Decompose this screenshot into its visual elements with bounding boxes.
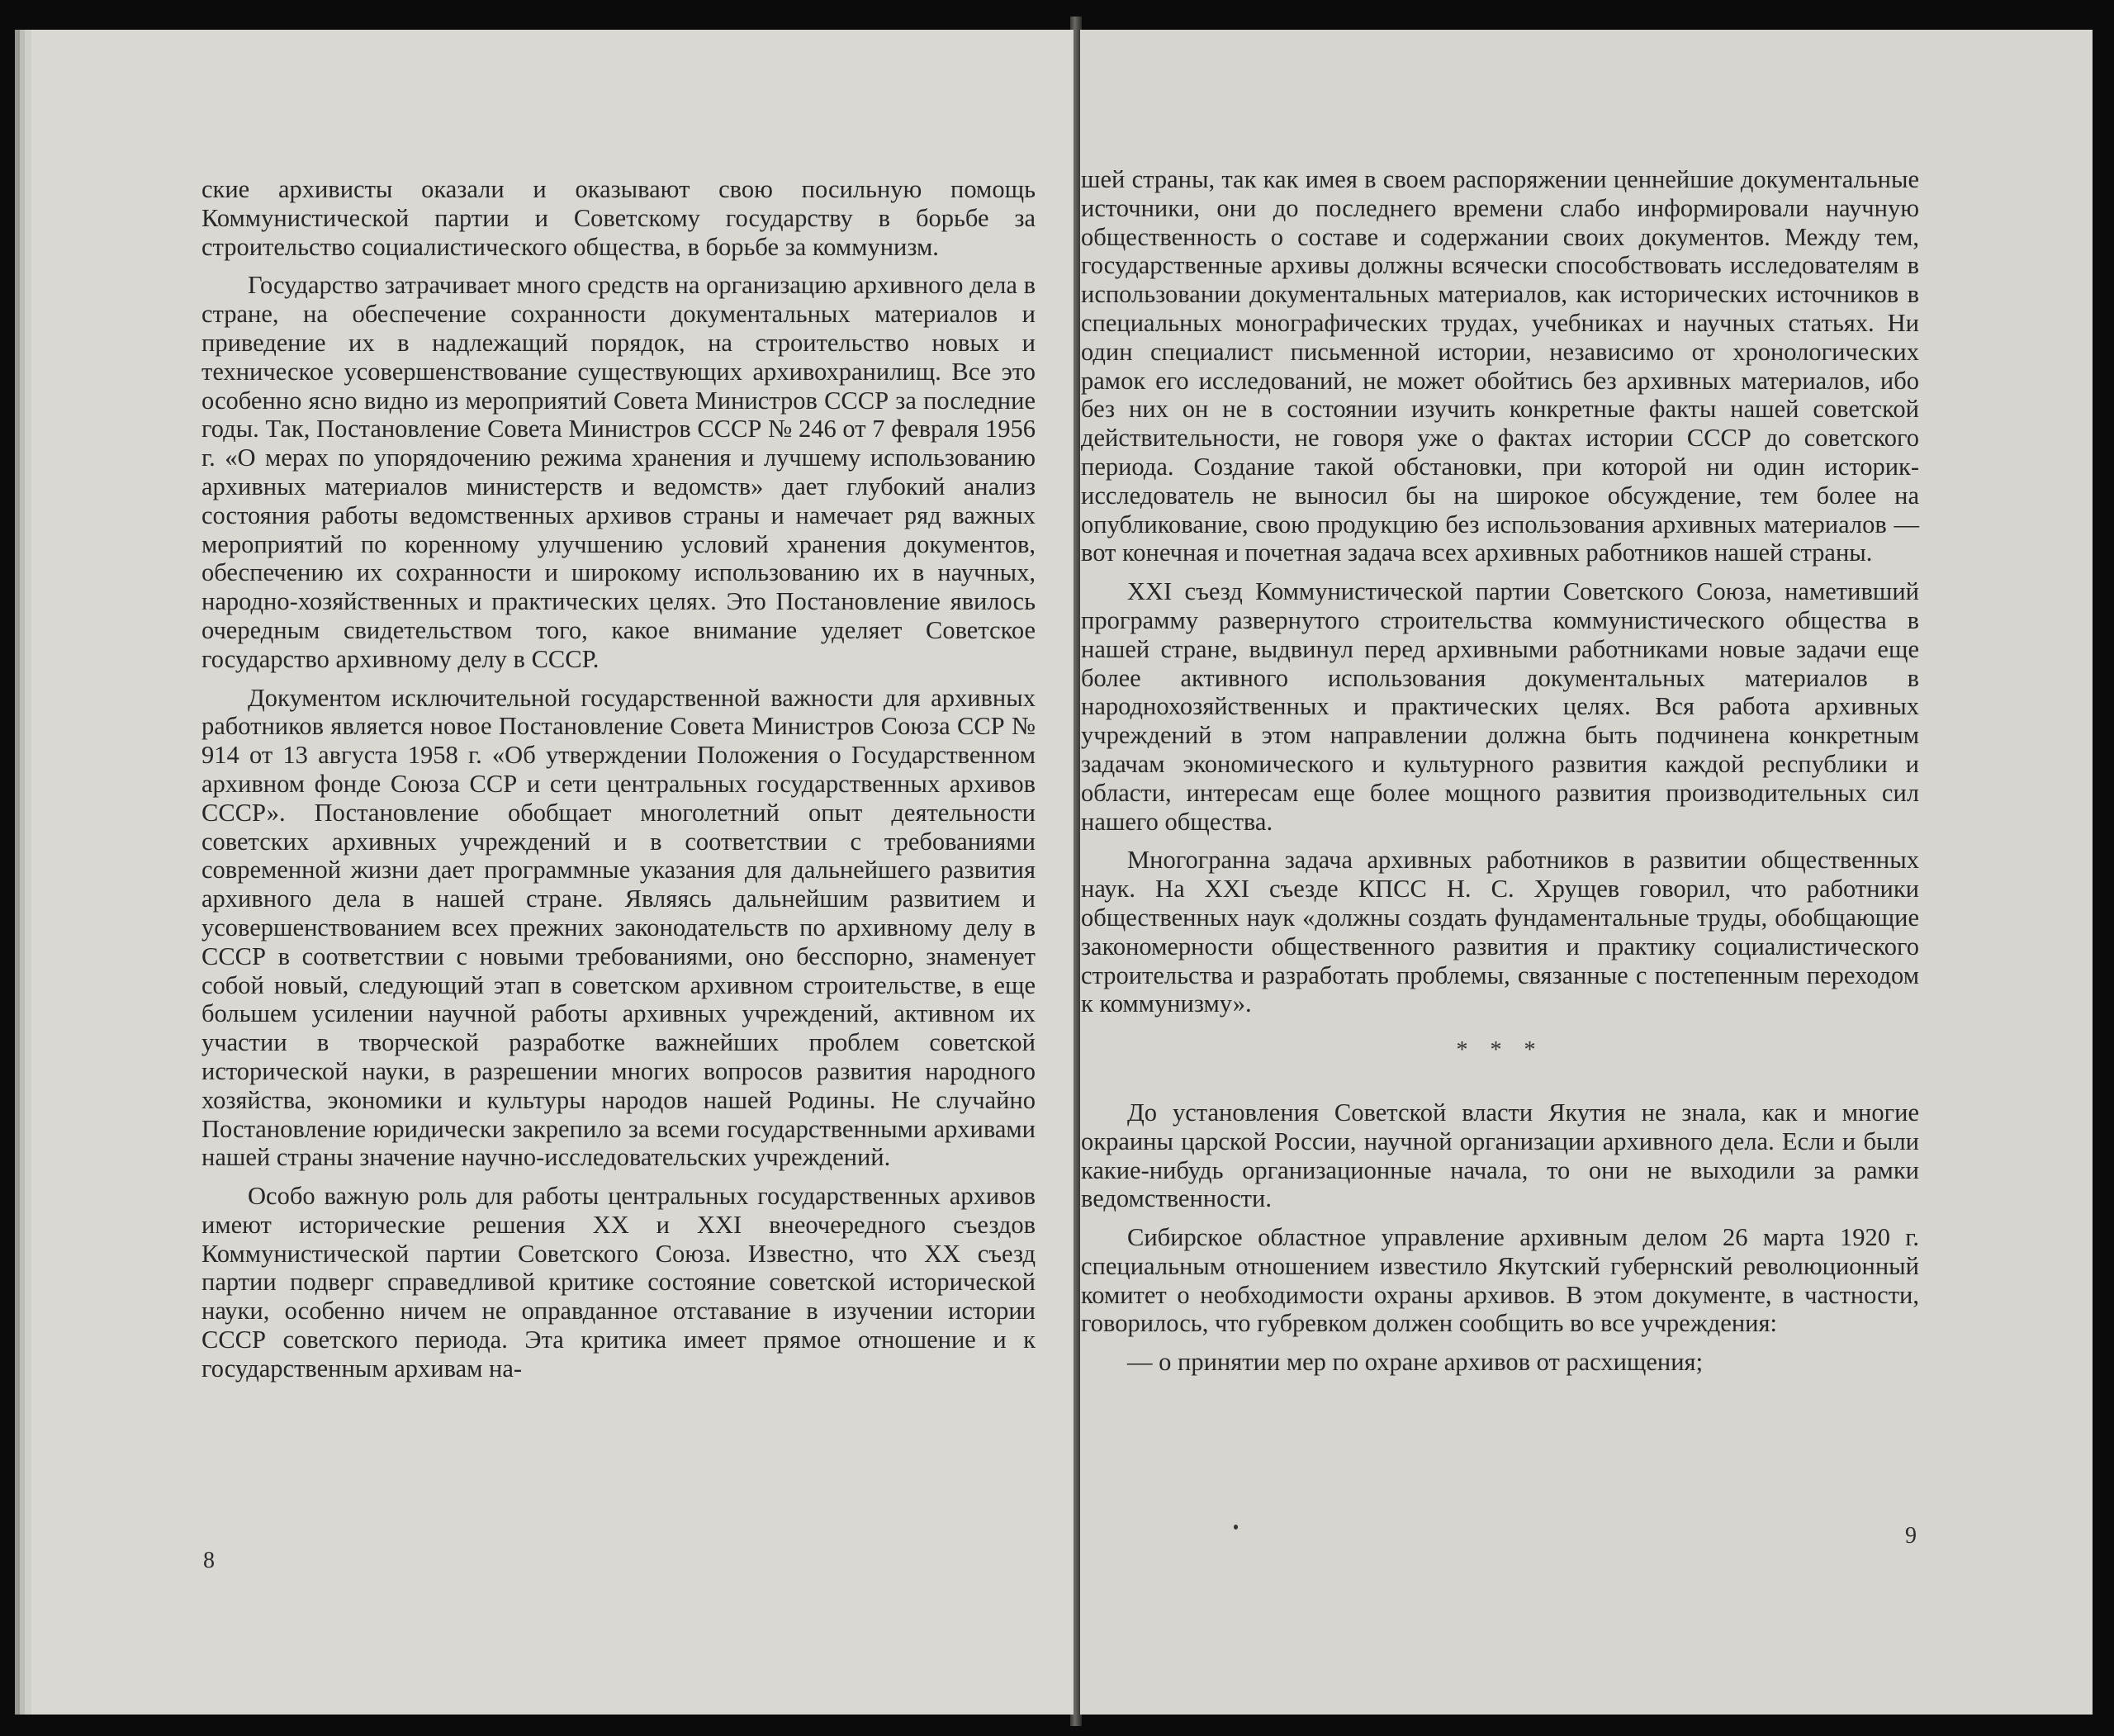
paragraph: Государство затрачивает много средств на организацию архивного дела в стране, на обеспечение сохранности документальных материалов и приведение их в надлежащий порядок, на строительство новых и техническое усовершенствование существующих архивохранилищ. Все это особенно ясно видно из мероприятий Совета Министров СССР за последние годы. Так, Постановление Совета Министров СССР № 246 от 7 февраля 1956 г. «О мерах по упорядочению режима хранения и лучшему использованию архивных материалов министерств и ведомств» дает глубокий анализ состояния работы ведомственных архивов страны и намечает ряд важных мероприятий по коренному улучшению условий хранения документов, обеспечению их сохранности и широкому использованию их в научных, народно-хозяйственных и практических целях. Это Постановление явилось очередным свидетельством того, какое внимание уделяет Советское государство архивному делу в СССР.	[201, 271, 1036, 673]
paragraph: До установления Советской власти Якутия не знала, как и многие окраины царской России, научной организации архивного дела. Если и были какие-нибудь организационные начала, то они не выходили за рамки ведомственности.	[1081, 1098, 1919, 1213]
paragraph: ские архивисты оказали и оказывают свою посильную помощь Коммунистической партии и Советскому государству в борьбе за строительство социалистического общества, в борьбе за коммунизм.	[201, 175, 1036, 261]
paragraph: Документом исключительной государственной важности для архивных работников является новое Постановление Совета Министров Союза ССР № 914 от 13 августа 1958 г. «Об утверждении Положения о Государственном архивном фонде Союза ССР и сети центральных государственных архивов СССР». Постановление обобщает многолетний опыт деятельности советских архивных учреждений и в соответствии с требованиями современной жизни дает программные указания для дальнейшего развития архивного дела в нашей стране. Являясь дальнейшим развитием и усовершенствованием всех прежних законодательств по архивному делу в СССР в соответствии с новыми требованиями, оно бесспорно, знаменует собой новый, следующий этап в советском архивном строительстве, в еще большем усилении научной работы архивных учреждений, активном их участии в творческой разработке важнейших проблем советской исторической науки, в разрешении многих вопросов развития народного хозяйства, экономики и культуры народов нашей Родины. Не случайно Постановление юридически закрепило за всеми государственными архивами нашей страны значение научно-исследовательских учреждений.	[201, 683, 1036, 1172]
ink-speck	[1234, 1525, 1238, 1530]
paragraph: Многогранна задача архивных работников в развитии общественных наук. На XXI съезде КПСС Н. С. Хрущев говорил, что работники общественных наук «должны создать фундаментальные труды, обобщающие закономерности общественного развития и практику социалистического строительства и разработать проблемы, связанные с постепенным переходом к коммунизму».	[1081, 846, 1919, 1018]
page-number: 8	[203, 1548, 215, 1573]
right-page	[1080, 30, 2093, 1715]
right-page-text	[1081, 165, 1919, 1387]
section-separator: * * *	[1456, 1037, 1544, 1064]
paragraph: XXI съезд Коммунистической партии Советского Союза, наметивший программу развернутого строительства коммунистического общества в нашей стране, выдвинул перед архивными работниками новые задачи еще более активного использования документальных материалов в народнохозяйственных и практических целях. Вся работа архивных учреждений в этом направлении должна быть подчинена конкретным задачам экономического и культурного развития каждой республики и области, интересам еще более мощного развития производительных сил нашего общества.	[1081, 577, 1919, 836]
page-number: 9	[1905, 1523, 1917, 1549]
left-page-text	[201, 175, 1036, 1393]
paragraph: шей страны, так как имея в своем распоряжении ценнейшие документальные источники, они до последнего времени слабо информировали научную общественность о составе и содержании своих документов. Между тем, государственные архивы должны всячески способствовать исследователям в использовании документальных материалов, как исторических источников в специальных монографических трудах, учебниках и научных статьях. Ни один специалист письменной истории, независимо от хронологических рамок его исследований, не может обойтись без архивных материалов, ибо без них он не в состоянии изучить конкретные факты нашей советской действительности, не говоря уже о фактах истории СССР до советского периода. Создание такой обстановки, при которой ни один историк-исследователь не выносил бы на широкое обсуждение, тем более на опубликование, свою продукцию без использования архивных материалов — вот конечная и почетная задача всех архивных работников нашей страны.	[1081, 165, 1919, 567]
paragraph: Сибирское областное управление архивным делом 26 марта 1920 г. специальным отношением известило Якутский губернский революционный комитет о необходимости охраны архивов. В этом документе, в частности, говорилось, что губревком должен сообщить во все учреждения:	[1081, 1223, 1919, 1338]
paragraph: — о принятии мер по охране архивов от расхищения;	[1127, 1348, 1704, 1377]
left-page	[31, 30, 1074, 1715]
paragraph: Особо важную роль для работы центральных государственных архивов имеют исторические решения XX и XXI внеочередного съездов Коммунистической партии Советского Союза. Известно, что XX съезд партии подверг справедливой критике состояние советской исторической науки, особенно ничем не оправданное отставание в изучении истории СССР советского периода. Эта критика имеет прямое отношение и к государственным архивам на-	[201, 1182, 1036, 1383]
